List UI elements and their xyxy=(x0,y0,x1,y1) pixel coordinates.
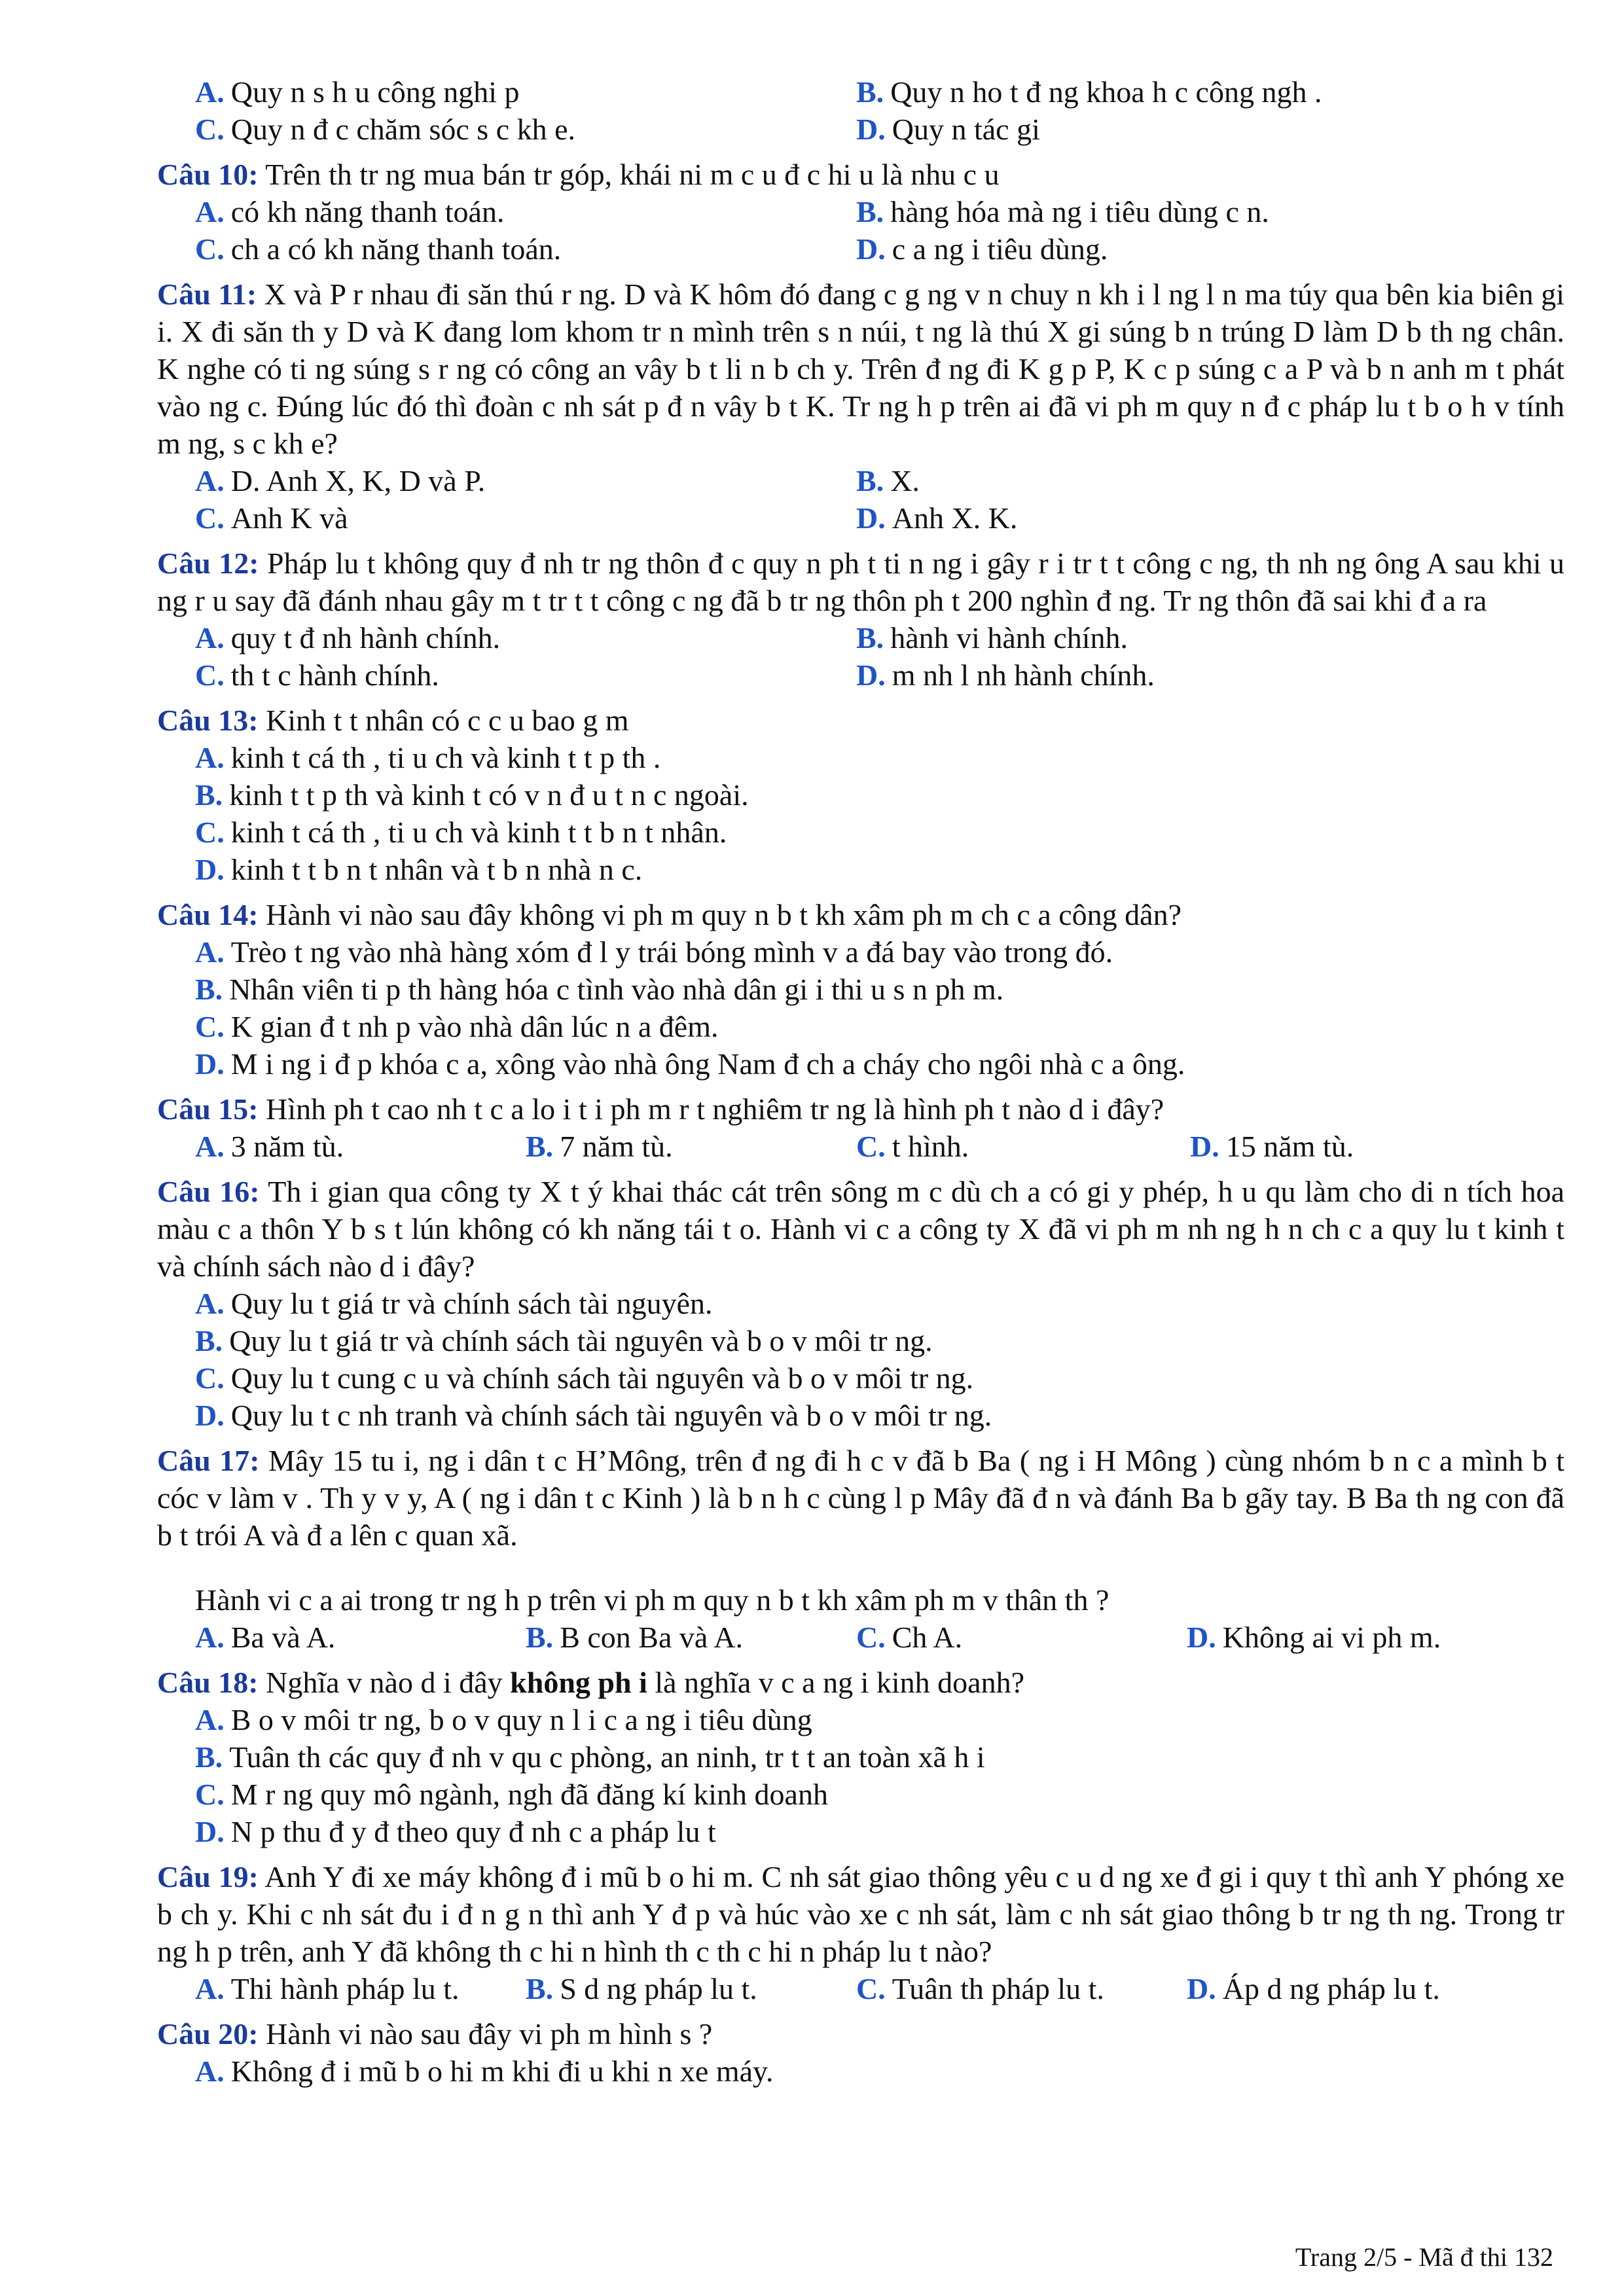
option-b[interactable]: B. B con Ba và A. xyxy=(526,1621,743,1654)
option-d[interactable]: D. c a ng i tiêu dùng. xyxy=(856,232,1108,266)
q19-options xyxy=(157,1970,1564,2007)
option-c[interactable]: C. ch a có kh năng thanh toán. xyxy=(195,232,562,266)
option-c[interactable]: C. Anh K và xyxy=(195,501,348,535)
option-a[interactable]: A. quy t đ nh hành chính. xyxy=(195,621,501,655)
q12-options xyxy=(157,619,1564,694)
option-b[interactable]: B. Nhân viên ti p th hàng hóa c tình vào nhà dân gi i thi u s n ph m. xyxy=(195,973,1004,1006)
option-a[interactable]: A. Ba và A. xyxy=(195,1621,336,1654)
q10-options xyxy=(157,193,1564,268)
option-c[interactable]: C. th t c hành chính. xyxy=(195,658,439,692)
question-10: Câu 10: Trên th tr ng mua bán tr góp, khái ni m c u đ c hi u là nhu c u xyxy=(157,158,1000,191)
option-b[interactable]: B. hàng hóa mà ng i tiêu dùng c n. xyxy=(856,195,1269,228)
option-a[interactable]: A. Thi hành pháp lu t. xyxy=(195,1972,460,2005)
question-15: Câu 15: Hình ph t cao nh t c a lo i t i ph m r t nghiêm tr ng là hình ph t nào d i đây? xyxy=(157,1092,1164,1126)
option-c[interactable]: C. Ch A. xyxy=(856,1621,963,1654)
option-b[interactable]: B. hành vi hành chính. xyxy=(856,621,1128,655)
question-16: Câu 16: Th i gian qua công ty X t ý khai thác cát trên sông m c dù ch a có gi y phép, h u qu làm cho di n tích hoa màu c a thôn Y b s t lún không có kh năng tái t o. Hành vi c a công ty X đã vi ph m nh ng h n ch c a quy lu t kinh t và chính sách nào d i đây? xyxy=(157,1175,1565,1283)
option-d[interactable]: D. Quy lu t c nh tranh và chính sách tài nguyên và b o v môi tr ng. xyxy=(195,1399,992,1432)
option-c[interactable]: C. Quy lu t cung c u và chính sách tài nguyên và b o v môi tr ng. xyxy=(195,1361,974,1395)
option-a[interactable]: A. Quy lu t giá tr và chính sách tài nguyên. xyxy=(195,1287,713,1320)
q16-options xyxy=(157,1285,1564,1434)
q18-options xyxy=(157,1701,1564,1850)
option-a[interactable]: A. có kh năng thanh toán. xyxy=(195,195,505,228)
exam-page xyxy=(157,73,1564,2090)
page-footer: Trang 2/5 - Mã đ thi 132 xyxy=(1295,2242,1553,2272)
option-c[interactable]: C. M r ng quy mô ngành, ngh đã đăng kí kinh doanh xyxy=(195,1778,828,1811)
option-c[interactable]: C. K gian đ t nh p vào nhà dân lúc n a đêm. xyxy=(195,1010,719,1043)
option-d[interactable]: D. 15 năm tù. xyxy=(1190,1130,1354,1163)
option-b[interactable]: B. kinh t t p th và kinh t có v n đ u t n c ngoài. xyxy=(195,778,749,812)
option-d[interactable]: D. Anh X. K. xyxy=(856,501,1018,535)
option-d[interactable]: D. Không ai vi ph m. xyxy=(1187,1621,1441,1654)
option-a[interactable]: A. D. Anh X, K, D và P. xyxy=(195,464,486,497)
option-a[interactable]: A. Không đ i mũ b o hi m khi đi u khi n xe máy. xyxy=(195,2054,774,2088)
q20-options xyxy=(157,2053,1564,2090)
question-18: Câu 18: Nghĩa v nào d i đây không ph i là nghĩa v c a ng i kinh doanh? xyxy=(157,1666,1024,1699)
question-19: Câu 19: Anh Y đi xe máy không đ i mũ b o hi m. C nh sát giao thông yêu c u d ng xe đ gi i quy t thì anh Y phóng xe b ch y. Khi c nh sát đu i đ n g n thì anh Y đ p và húc vào xe c nh sát, làm c nh sát giao thông b tr ng th ng. Trong tr ng h p trên, anh Y đã không th c hi n hình th c th c hi n pháp lu t nào? xyxy=(157,1860,1565,1968)
option-d[interactable]: D. kinh t t b n t nhân và t b n nhà n c. xyxy=(195,853,643,886)
option-d[interactable]: D. Áp d ng pháp lu t. xyxy=(1187,1972,1440,2005)
option-a[interactable]: A. kinh t cá th , ti u ch và kinh t t p th . xyxy=(195,741,661,774)
option-b[interactable]: B. Quy n ho t đ ng khoa h c công ngh . xyxy=(856,75,1322,109)
q17-options xyxy=(157,1619,1564,1656)
option-d[interactable]: D. Quy n tác gi xyxy=(856,113,1040,146)
option-a[interactable]: A. 3 năm tù. xyxy=(195,1130,344,1163)
question-17: Câu 17: Mây 15 tu i, ng i dân t c H’Mông, trên đ ng đi h c v đã b Ba ( ng i H Mông ) cùng nhóm b n c a mình b t cóc v làm v . Th y v y, A ( ng i dân t c Kinh ) là b n h c cùng l p Mây đã đ n và đánh Ba b gãy tay. B Ba th ng con đã b t trói A và đ a lên c quan xã. xyxy=(157,1444,1565,1552)
q15-options xyxy=(157,1128,1564,1165)
option-c[interactable]: C. Tuân th pháp lu t. xyxy=(856,1972,1104,2005)
option-d[interactable]: D. m nh l nh hành chính. xyxy=(856,658,1155,692)
question-12: Câu 12: Pháp lu t không quy đ nh tr ng thôn đ c quy n ph t ti n ng i gây r i tr t t công c ng, th nh ng ông A sau khi u ng r u say đã đánh nhau gây m t tr t t công c ng đã b tr ng thôn ph t 200 nghìn đ ng. Tr ng thôn đã sai khi đ a ra xyxy=(157,547,1565,617)
option-d[interactable]: D. N p thu đ y đ theo quy đ nh c a pháp lu t xyxy=(195,1815,716,1848)
question-14: Câu 14: Hành vi nào sau đây không vi ph m quy n b t kh xâm ph m ch c a công dân? xyxy=(157,898,1182,931)
option-c[interactable]: C. Quy n đ c chăm sóc s c kh e. xyxy=(195,113,576,146)
q13-options xyxy=(157,739,1564,888)
question-17-prompt: Hành vi c a ai trong tr ng h p trên vi ph m quy n b t kh xâm ph m v thân th ? xyxy=(195,1583,1110,1617)
option-b[interactable]: B. 7 năm tù. xyxy=(526,1130,673,1163)
option-c[interactable]: C. t hình. xyxy=(856,1130,969,1163)
q11-options xyxy=(157,462,1564,537)
option-c[interactable]: C. kinh t cá th , ti u ch và kinh t t b n t nhân. xyxy=(195,816,727,849)
option-d[interactable]: D. M i ng i đ p khóa c a, xông vào nhà ông Nam đ ch a cháy cho ngôi nhà c a ông. xyxy=(195,1047,1185,1081)
question-13: Câu 13: Kinh t t nhân có c c u bao g m xyxy=(157,704,629,737)
option-b[interactable]: B. Tuân th các quy đ nh v qu c phòng, an ninh, tr t t an toàn xã h i xyxy=(195,1740,985,1774)
question-11: Câu 11: X và P r nhau đi săn thú r ng. D và K hôm đó đang c g ng v n chuy n kh i l ng l n ma túy qua bên kia biên gi i. X đi săn th y D và K đang lom khom tr n mình trên s n núi, t ng là thú X gi súng b n trúng D làm D b th ng chân. K nghe có ti ng súng s r ng có công an vây b t li n b ch y. Trên đ ng đi K g p P, K c p súng c a P và b n anh m t phát vào ng c. Đúng lúc đó thì đoàn c nh sát p đ n vây b t K. Tr ng h p trên ai đã vi ph m quy n đ c pháp lu t b o h v tính m ng, s c kh e? xyxy=(157,278,1564,460)
option-a[interactable]: A. Trèo t ng vào nhà hàng xóm đ l y trái bóng mình v a đá bay vào trong đó. xyxy=(195,935,1113,969)
option-b[interactable]: B. Quy lu t giá tr và chính sách tài nguyên và b o v môi tr ng. xyxy=(195,1324,933,1357)
option-b[interactable]: B. X. xyxy=(856,464,920,497)
option-a[interactable]: A. B o v môi tr ng, b o v quy n l i c a ng i tiêu dùng xyxy=(195,1703,812,1736)
option-b[interactable]: B. S d ng pháp lu t. xyxy=(526,1972,757,2005)
q9-options xyxy=(157,73,1564,148)
q14-options xyxy=(157,933,1564,1083)
question-20: Câu 20: Hành vi nào sau đây vi ph m hình s ? xyxy=(157,2017,713,2051)
option-a[interactable]: A. Quy n s h u công nghi p xyxy=(195,75,520,109)
